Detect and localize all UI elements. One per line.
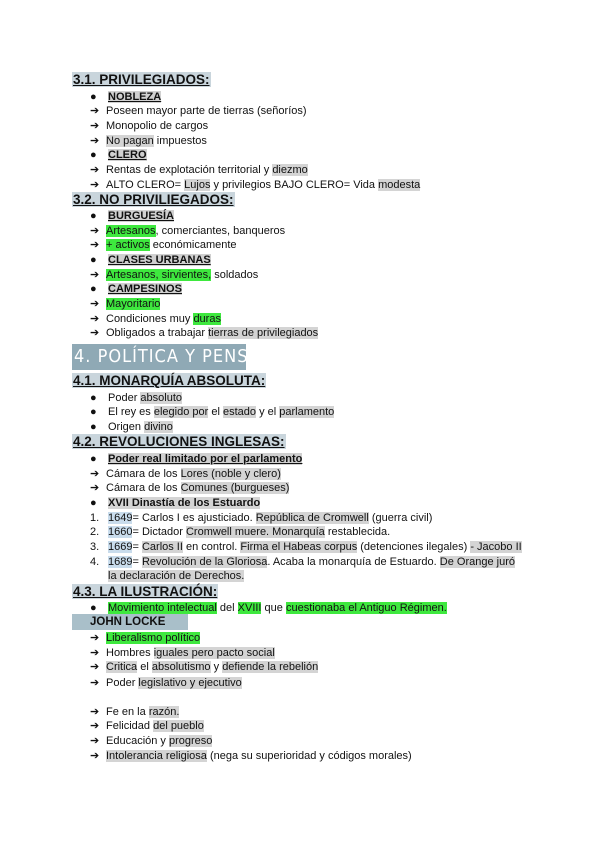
heading-4-3: 4.3. LA ILUSTRACIÓN: — [73, 584, 218, 599]
list-item: ➔ Intolerancia religiosa (nega su superioridad y códigos morales) — [90, 750, 412, 762]
list-item: 3. 1669= Carlos II en control. Firma el Habeas corpus (detenciones ilegales) - Jacobo II — [90, 541, 522, 553]
list-item: ● XVII Dinastía de los Estuardo — [90, 497, 261, 509]
list-item: ● Poder absoluto — [90, 392, 183, 404]
list-item: ● Movimiento intelectual del XVIII que cuestionaba el Antiguo Régimen. — [90, 602, 447, 614]
list-item: ➔ Artesanos, comerciantes, banqueros — [90, 225, 286, 237]
list-item: ● CLERO — [90, 149, 147, 161]
list-item: ➔ Educación y progreso — [90, 735, 213, 747]
list-item: ● CAMPESINOS — [90, 283, 182, 295]
list-item: ➔ Artesanos, sirvientes, soldados — [90, 269, 259, 281]
list-item: ● BURGUESÍA — [90, 210, 175, 222]
list-item: ● Poder real limitado por el parlamento — [90, 453, 303, 465]
list-item: ➔ Obligados a trabajar tierras de privilegiados — [90, 327, 319, 339]
list-item: ● NOBLEZA — [90, 91, 162, 103]
list-item: ➔ Poder legislativo y ejecutivo — [90, 677, 242, 689]
list-item: 1. 1649= Carlos I es ajusticiado. República de Cromwell (guerra civil) — [90, 512, 433, 524]
list-item: ➔ Cámara de los Lores (noble y clero) — [90, 468, 281, 480]
heading-3-2: 3.2. NO PRIVILIEGADOS: — [73, 192, 234, 207]
list-item: ● CLASES URBANAS — [90, 254, 211, 266]
list-item: ➔ Rentas de explotación territorial y diezmo — [90, 164, 308, 176]
list-item: ➔ Critica el absolutismo y defiende la rebelión — [90, 661, 319, 673]
list-item: ➔ ALTO CLERO= Lujos y privilegios BAJO CLERO= Vida modesta — [90, 179, 421, 191]
john-locke-heading: JOHN LOCKE — [72, 614, 188, 630]
list-item: 4. 1689= Revolución de la Gloriosa. Acaba la monarquía de Estuardo. De Orange juró — [90, 556, 515, 568]
list-item: ➔ Cámara de los Comunes (burgueses) — [90, 482, 290, 494]
list-item-continuation: la declaración de Derechos. — [108, 570, 245, 582]
list-item: ➔ Poseen mayor parte de tierras (señoríos) — [90, 105, 307, 117]
list-item: ➔ Felicidad del pueblo — [90, 720, 204, 732]
heading-3-1: 3.1. PRIVILEGIADOS: — [73, 72, 210, 87]
list-item: ➔ Monopolio de cargos — [90, 120, 209, 132]
list-item: ➔ Mayoritario — [90, 298, 161, 310]
list-item: ➔ + activos económicamente — [90, 239, 237, 251]
list-item: ● Origen divino — [90, 421, 173, 433]
list-item: 2. 1660= Dictador Cromwell muere. Monarquía restablecida. — [90, 526, 391, 538]
list-item: ● El rey es elegido por el estado y el parlamento — [90, 406, 335, 418]
heading-4: 4. POLÍTICA Y PENSAMIENTO: — [72, 344, 246, 370]
heading-4-1: 4.1. MONARQUÍA ABSOLUTA: — [73, 373, 266, 388]
list-item: ➔ No pagan impuestos — [90, 135, 207, 147]
list-item: ➔ Condiciones muy duras — [90, 313, 221, 325]
list-item: ➔ Hombres iguales pero pacto social — [90, 647, 275, 659]
list-item: ➔ Fe en la razón. — [90, 706, 180, 718]
heading-4-2: 4.2. REVOLUCIONES INGLESAS: — [73, 434, 285, 449]
list-item: ➔ Liberalismo político — [90, 632, 201, 644]
